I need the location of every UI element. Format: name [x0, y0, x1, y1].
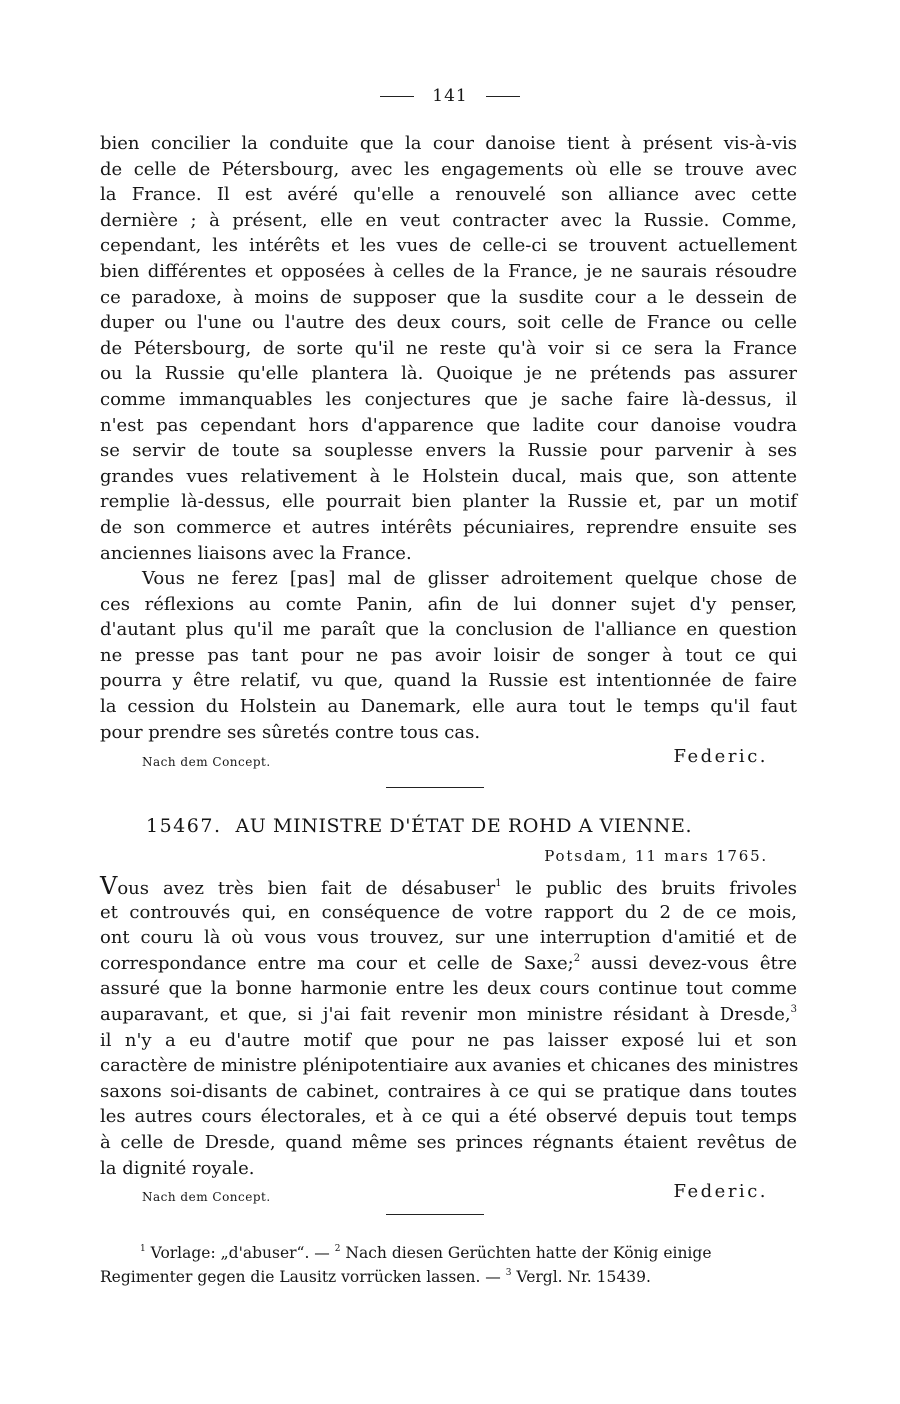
source-note: Nach dem Concept.: [142, 755, 271, 769]
letter-heading: [146, 815, 692, 837]
footnote-text: Vergl. Nr. 15439.: [516, 1268, 651, 1286]
signature: Federic.: [673, 1181, 768, 1202]
text-line: ne presse pas tant pour ne pas avoir loisir de songer à tout ce qui: [100, 644, 797, 666]
footnote-separator-rule: [386, 1214, 484, 1215]
text-line: ces réflexions au comte Panin, afin de lui donner sujet d'y penser,: [100, 593, 797, 615]
text-line: dernière ; à présent, elle en veut contracter avec la Russie. Comme,: [100, 209, 797, 231]
text-line: ce paradoxe, à moins de supposer que la susdite cour a le dessein de: [100, 286, 797, 308]
footnote-text: Regimenter gegen die Lausitz vorrücken lassen. —: [100, 1268, 501, 1286]
letter-15467-footer: [0, 1181, 900, 1209]
footnote-mark: 3: [505, 1268, 512, 1278]
text-line: assuré que la bonne harmonie entre les deux cours continue tout comme: [100, 978, 797, 1000]
footnote-mark: 2: [334, 1244, 341, 1254]
text-line: pour prendre ses sûretés contre tous cas.: [100, 721, 481, 743]
letter-15467-body: [100, 874, 797, 1181]
text-line: et controuvés qui, en conséquence de votre rapport du 2 de ce mois,: [100, 901, 797, 923]
footnote-line: [100, 1241, 790, 1265]
text-line: remplie là-dessus, elle pourrait bien planter la Russie et, par un motif: [100, 491, 797, 513]
text-line: se servir de toute sa souplesse envers la Russie pour parvenir à ses: [100, 440, 797, 462]
continued-letter-body: [100, 131, 797, 745]
text-line: de son commerce et autres intérêts pécuniaires, reprendre ensuite ses: [100, 516, 797, 538]
footnote-line: [100, 1265, 790, 1289]
footnote-ref: 2: [573, 952, 581, 964]
text-line: à celle de Dresde, quand même ses princes régnants étaient revêtus de: [100, 1131, 797, 1153]
page-number: 141: [432, 86, 468, 106]
footnote-ref: 1: [495, 878, 502, 889]
text-line: de Pétersbourg, de sorte qu'il ne reste qu'à voir si ce sera la France: [100, 337, 797, 359]
text-line: cependant, les intérêts et les vues de celle-ci se trouvent actuellement: [100, 235, 797, 257]
footnote-ref: 3: [790, 1003, 797, 1015]
initial-letter: V: [100, 872, 118, 900]
text-line: anciennes liaisons avec la France.: [100, 542, 412, 564]
text-line: Vous ne ferez [pas] mal de glisser adroitement quelque chose de: [142, 568, 797, 590]
text-line: la dignité royale.: [100, 1157, 255, 1179]
page-header: [0, 86, 900, 114]
footnote-mark: 1: [140, 1244, 146, 1254]
text-line: il n'y a eu d'autre motif que pour ne pas laisser exposé lui et son: [100, 1029, 797, 1051]
footnote-text: Vorlage: „d'abuser“. —: [150, 1244, 330, 1262]
footnotes: [100, 1241, 790, 1289]
text-line: bien concilier la conduite que la cour danoise tient à présent vis-à-vis: [100, 133, 797, 154]
continued-letter-footer: [0, 746, 900, 774]
text-line: la France. Il est avéré qu'elle a renouvelé son alliance avec cette: [100, 184, 797, 206]
source-note: Nach dem Concept.: [142, 1190, 271, 1204]
letter-addressee: AU MINISTRE D'ÉTAT DE ROHD A VIENNE.: [235, 815, 693, 837]
footnote-text: Nach diesen Gerüchten hatte der König einige: [345, 1244, 712, 1262]
text-line: grandes vues relativement à le Holstein ducal, mais que, son attente: [100, 465, 797, 487]
header-dash-right: [486, 96, 520, 97]
text-line: auparavant, et que, si j'ai fait revenir mon ministre résidant à Dresde,$^3$: [100, 1003, 797, 1025]
text-line: d'autant plus qu'il me paraît que la conclusion de l'alliance en question: [100, 619, 797, 641]
text-line: comme immanquables les conjectures que je sache faire là-dessus, il: [100, 388, 797, 410]
text-line: bien différentes et opposées à celles de la France, je ne saurais résoudre: [100, 260, 797, 282]
text-line: duper ou l'une ou l'autre des deux cours, soit celle de France ou celle: [100, 312, 797, 334]
text-line: ont couru là où vous vous trouvez, sur une interruption d'amitié et de: [100, 927, 797, 949]
text-line: saxons soi-disants de cabinet, contraires à ce qui se pratique dans toutes: [100, 1080, 797, 1102]
dateline: Potsdam, 11 mars 1765.: [544, 847, 768, 865]
text-line: caractère de ministre plénipotentiaire aux avanies et chicanes des ministres: [100, 1055, 799, 1077]
text-line: pourra y être relatif, vu que, quand la Russie est intentionnée de faire: [100, 670, 797, 692]
text-line: les autres cours électorales, et à ce qui a été observé depuis tout temps: [100, 1106, 797, 1128]
text-line: de celle de Pétersbourg, avec les engagements où elle se trouve avec: [100, 158, 797, 180]
text-line: la cession du Holstein au Danemark, elle aura tout le temps qu'il faut: [100, 696, 797, 718]
signature: Federic.: [673, 746, 768, 767]
text-line: correspondance entre ma cour et celle de Saxe;$^2$ aussi devez-vous être: [100, 952, 797, 974]
separator-rule: [386, 787, 484, 788]
text-line: Vous avez très bien fait de désabuser$^1$ le public des bruits frivoles: [100, 872, 797, 900]
letter-number: 15467.: [146, 815, 222, 837]
header-dash-left: [380, 96, 414, 97]
text-line: n'est pas cependant hors d'apparence que ladite cour danoise voudra: [100, 414, 797, 436]
text-line: ou la Russie qu'elle plantera là. Quoique je ne prétends pas assurer: [100, 363, 797, 385]
